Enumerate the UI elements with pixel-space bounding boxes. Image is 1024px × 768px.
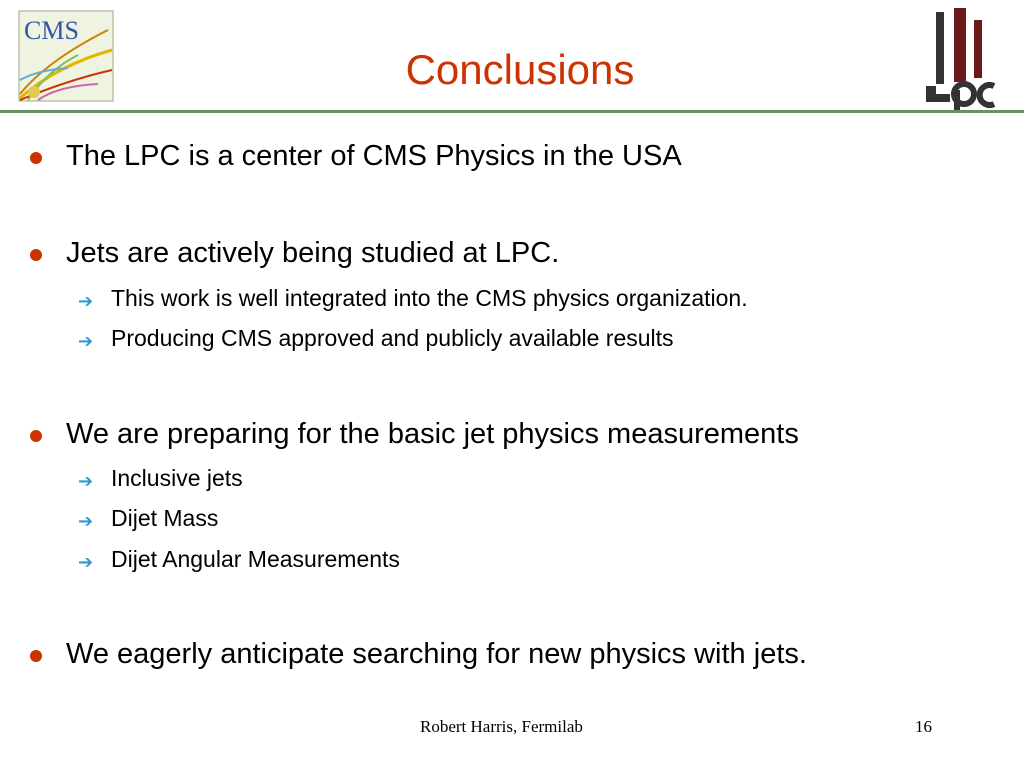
arrow-right-icon: ➔ [78,511,94,532]
cms-logo-text: CMS [24,16,79,45]
sub-bullet-text: Inclusive jets [111,465,243,491]
arrow-right-icon: ➔ [78,291,94,312]
bullet-dot-icon [30,650,42,662]
footer-author: Robert Harris, Fermilab [420,717,583,736]
slide-title: Conclusions [405,46,635,93]
bullet-dot-icon [30,249,42,261]
bullet-text: We are preparing for the basic jet physics measurements [66,418,799,450]
bullet-dot-icon [30,430,42,442]
sub-bullet-text: Dijet Mass [111,505,219,531]
sub-bullet-text: Dijet Angular Measurements [111,546,400,572]
arrow-right-icon: ➔ [78,471,94,492]
arrow-right-icon: ➔ [78,331,94,352]
bullet-text: Jets are actively being studied at LPC. [66,237,560,269]
bullet-text: We eagerly anticipate searching for new physics with jets. [66,638,807,670]
sub-bullet-text: Producing CMS approved and publicly available results [111,325,674,351]
arrow-right-icon: ➔ [78,552,94,573]
bullet-dot-icon [30,152,42,164]
sub-bullet-text: This work is well integrated into the CMS physics organization. [111,285,748,311]
page-number: 16 [915,717,932,736]
bullet-text: The LPC is a center of CMS Physics in the USA [66,140,682,172]
